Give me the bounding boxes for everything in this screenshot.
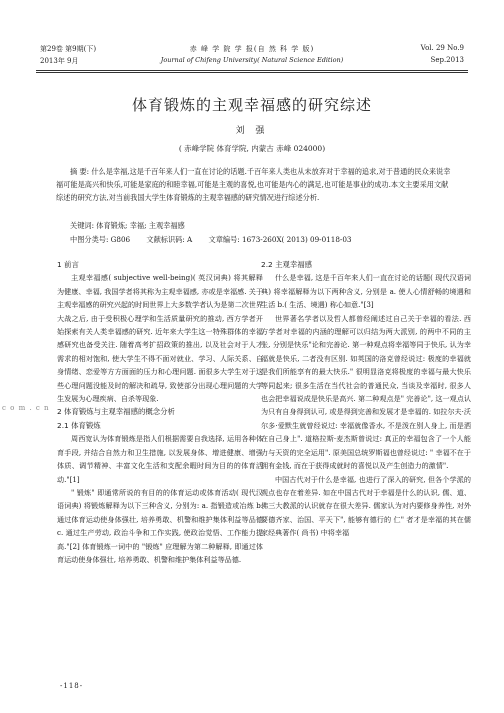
volume-issue: 第29卷 第9期(下) xyxy=(40,45,97,53)
author-name: 刘 强 xyxy=(235,126,269,136)
body-column-right xyxy=(261,258,471,540)
body-paragraph: 世界著名学者以及哲人都曾经阐述过自己关于幸福的看法. 西方学者对幸福的内涵的理解可以归结为两大派别, 的两中不同的主张, 分别是快乐"论和完善论. 第一种观点将幸福等同于快乐, 认为幸福就是快乐, 二者没有区别. 如英国的洛克曾经说过: 极度的幸福就是我们所能享有的最大快乐." 很明显洛克将极度的幸福与最大快乐等同起来; 很多生活在当代社会的普通民众, 当谈及幸福时, 很多人也会把幸福说成是快乐是高兴. 第二种观点是" 完善论", 这一观点认为只有自身得到认可, 或是得到完善和发展才是幸福的. 如拉尔夫·沃尔多·爱默生就曾经说过: 幸福就像香水, 不是泼在别人身上, 而是洒在自己身上". 道格拉斯·麦杰斯曾说过: 真正的幸福包含了一个人能力与天资的完全运用". 原美国总统罗斯福也曾经说过: " 幸福不在于拥有金钱, 而在于获得成就时的喜悦以及产生创造力的激情". xyxy=(261,313,471,471)
watermark-text: c o m . c n xyxy=(2,404,50,412)
section-heading: 2.1 体育锻炼 xyxy=(57,420,101,430)
journal-name-en: Journal of Chifeng University( Natural Science Edition) xyxy=(160,56,344,64)
author-affiliation: ( 赤峰学院 体育学院, 内蒙古 赤峰 024000) xyxy=(178,144,326,153)
body-paragraph: 周西宽认为体育锻炼是指人们根据需要自我选择, 运用各种体育手段, 并结合自然力和卫生措施, 以发展身体、增进健康、增强体质、调节精神、丰富文化生活和支配余暇时间为目的的体育活动."[1] xyxy=(57,434,263,484)
issue-date: 2013年 9月 xyxy=(40,57,79,65)
clc-number: 中图分类号: G806 xyxy=(70,235,131,244)
body-paragraph: 主观幸福感( subjective well-being)( 英汉词典) 将其解释为健康、幸福, 我国学者将其称为主观幸福感, 亦或是幸福感. 关于主观幸福感的研究兴起的时间世界上大多数学者认为是第二次世界大战之后, 由于受积极心理学和生活质量研究的推动, 西方学者开始探索有关人类幸福感的研究. 近年来大学生这一特殊群体的幸福感研究也备受关注. 随着高考扩招政策的推出, 以及社会对于人才需求的相对饱和, 使大学生不得不面对就业、学习、人际关系、自身情绪、恋爱等方方面面的压力和心理问题. 面很多大学生对于这些心理问题没能及时的解决和疏导, 致使部分出现心理问题的大学生发展为心理疾病、自杀等现象. xyxy=(57,273,263,404)
journal-name-cn: 赤 峰 学 院 学 报(自 然 科 学 版) xyxy=(189,45,315,53)
document-code: 文献标识码: A xyxy=(146,235,193,244)
body-paragraph: " 锻炼" 即通常所说的有目的的体育运动或体育活动( 现代汉语词典) 将锻炼解释为以下三种含义, 分别为: a. 指锻造或冶炼 b. 通过体育运动使身体强壮, 培养勇敢、机警和维护集体利益等品德 c. 通过生产劳动, 政治斗争和工作实践, 使政治觉悟、工作能力提高."[2] 体育锻炼一词中的 "锻炼" 应理解为第二种解释, 即通过体育运动使身体强壮, 培养勇敢、机警和维护集体利益等品德. xyxy=(57,487,263,564)
running-header xyxy=(36,44,468,70)
page-number: -118- xyxy=(60,682,84,690)
header-rule-bottom xyxy=(36,72,468,73)
article-number: 文章编号: 1673-260X( 2013) 09-0118-03 xyxy=(208,235,352,244)
classification-line xyxy=(70,235,365,245)
date-en: Sep.2013 xyxy=(430,56,464,64)
body-paragraph: 中国古代对于什么是幸福, 也进行了深入的研究, 但各个学派的观点也存在着差异. 如在中国古代对于幸福是什么的认识, 儒、道、佛三大教派的认识就存在很大差异. 儒家认为对内要修身养性, 对外要德齐家、治国、平天下", 能够有德行的 仁" 者才是幸福的其在儒家经典著作( 尚书) 中将幸福 xyxy=(261,474,471,538)
volume-number-en: Vol. 29 No.9 xyxy=(420,44,464,52)
body-paragraph: 什么是幸福, 这是千百年来人们一直在讨论的话题( 现代汉语词典) 将幸福解释为以下两种含义, 分别是 a. 使人心情舒畅的境遇和生活 b.( 生活、境遇) 称心如意."[3] xyxy=(261,273,471,310)
section-heading: 1 前言 xyxy=(57,260,79,269)
section-heading: 2 体育锻炼与主观幸福感的概念分析 xyxy=(57,407,175,417)
section-heading: 2.2 主观幸福感 xyxy=(261,260,313,269)
article-title: 体育锻炼的主观幸福感的研究综述 xyxy=(131,96,372,114)
header-rule-top xyxy=(36,70,468,71)
abstract-text: 摘 要: 什么是幸福,这是千百年来人们一直在讨论的话题.千百年来人类也从未放弃对于幸福的追求,对于普通的民众来说幸福可能是高兴和快乐,可能是家庭的和睦幸福,可能是主观的喜悦,也可能是内心的满足,也可能是事业的成功.本文主要采用文献综述的研究方法,对当前我国大学生体育锻炼的主观幸福感的研究情况进行综述分析. xyxy=(56,167,451,202)
body-column-left xyxy=(57,258,263,566)
abstract xyxy=(56,165,452,204)
keywords: 关键词: 体育锻炼; 幸福; 主观幸福感 xyxy=(70,221,185,230)
